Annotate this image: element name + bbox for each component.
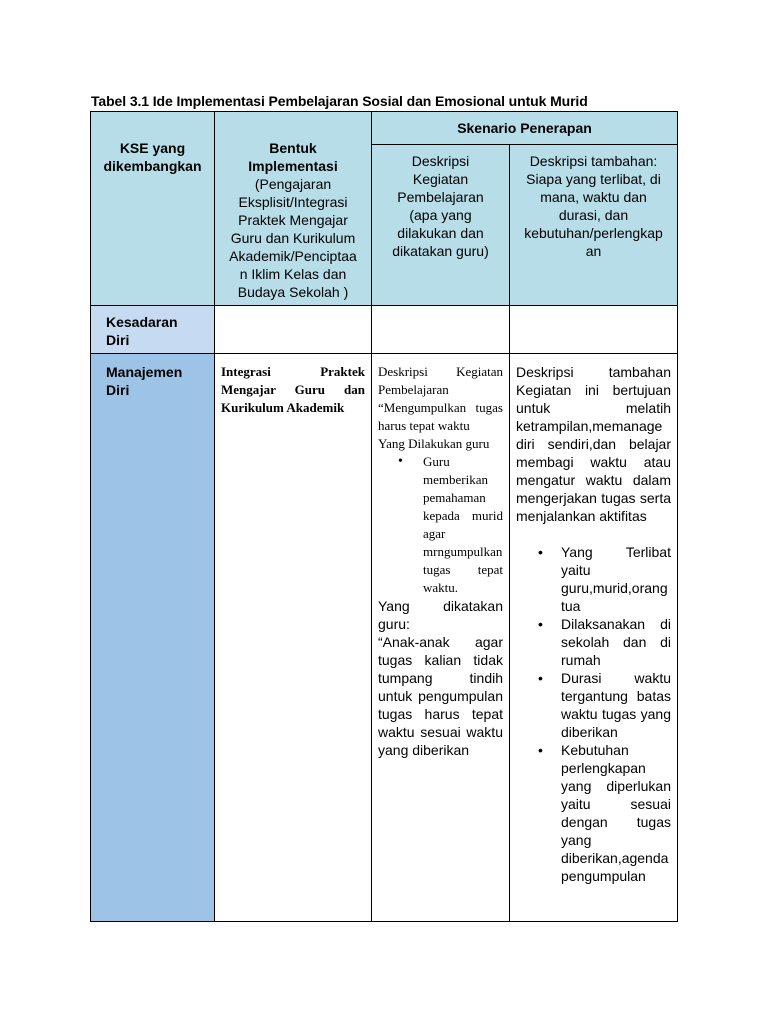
table-caption: Tabel 3.1 Ide Implementasi Pembelajaran Sosial dan Emosional untuk Murid [91, 93, 588, 109]
kegiatan-bullet-list [378, 453, 503, 597]
row-label-kesadaran-diri: Kesadaran Diri [91, 306, 215, 354]
table-row [91, 354, 678, 922]
list-item: • Dilaksanakan di sekolah dan di rumah [516, 615, 671, 669]
tambahan-cell: Deskripsi tambahan Kegiatan ini bertujuan untuk melatih ketrampilan,memanage diri sendiri,dan belajar membagi waktu atau mengatur waktu dalam mengerjakan tugas serta menjalankan aktifitas • Yang Terlibat yaitu guru,murid,orang tua • Dilaksanakan di sekolah dan di rumah • Durasi waktu tergantung batas waktu tugas yang diberikan • Kebutuhan perlengkapan yang diperlukan yaitu sesuai dengan tugas yang diberikan,agenda pengumpulan [510, 354, 678, 922]
implementation-table [90, 111, 678, 922]
header-kse: KSE yang dikembangkan [91, 112, 215, 306]
list-item: • Durasi waktu tergantung batas waktu tugas yang diberikan [516, 669, 671, 741]
implementasi-cell: Integrasi Praktek Mengajar Guru dan Kurikulum Akademik [215, 354, 372, 922]
kegiatan-cell: Deskripsi Kegiatan Pembelajaran “Mengumpulkan tugas harus tepat waktu Yang Dilakukan guru • Guru memberikan pemahaman kepada murid agar mrngumpulkan tugas tepat waktu. Yang dikatakan guru: “Anak-anak agar tugas kalian tidak tumpang tindih untuk pengumpulan tugas harus tepat waktu sesuai waktu yang diberikan [372, 354, 510, 922]
header-bentuk-implementasi: Bentuk Implementasi (Pengajaran Eksplisit/Integrasi Praktek Mengajar Guru dan Kurikulum Akademik/Penciptaa n Iklim Kelas dan Budaya Sekolah ) [215, 112, 372, 306]
header-deskripsi-kegiatan: Deskripsi Kegiatan Pembelajaran (apa yang dilakukan dan dikatakan guru) [372, 145, 510, 306]
tambahan-bullet-list [516, 543, 671, 885]
table-row [91, 306, 678, 354]
header-skenario-penerapan: Skenario Penerapan [372, 112, 678, 145]
empty-cell [510, 306, 678, 354]
header-deskripsi-tambahan: Deskripsi tambahan: Siapa yang terlibat, di mana, waktu dan durasi, dan kebutuhan/perlengkap an [510, 145, 678, 306]
empty-cell [372, 306, 510, 354]
list-item: • Guru memberikan pemahaman kepada murid agar mrngumpulkan tugas tepat waktu. [378, 453, 503, 597]
list-item: • Yang Terlibat yaitu guru,murid,orang tua [516, 543, 671, 615]
list-item: • Kebutuhan perlengkapan yang diperlukan yaitu sesuai dengan tugas yang diberikan,agenda pengumpulan [516, 741, 671, 885]
empty-cell [215, 306, 372, 354]
row-label-manajemen-diri: Manajemen Diri [91, 354, 215, 922]
